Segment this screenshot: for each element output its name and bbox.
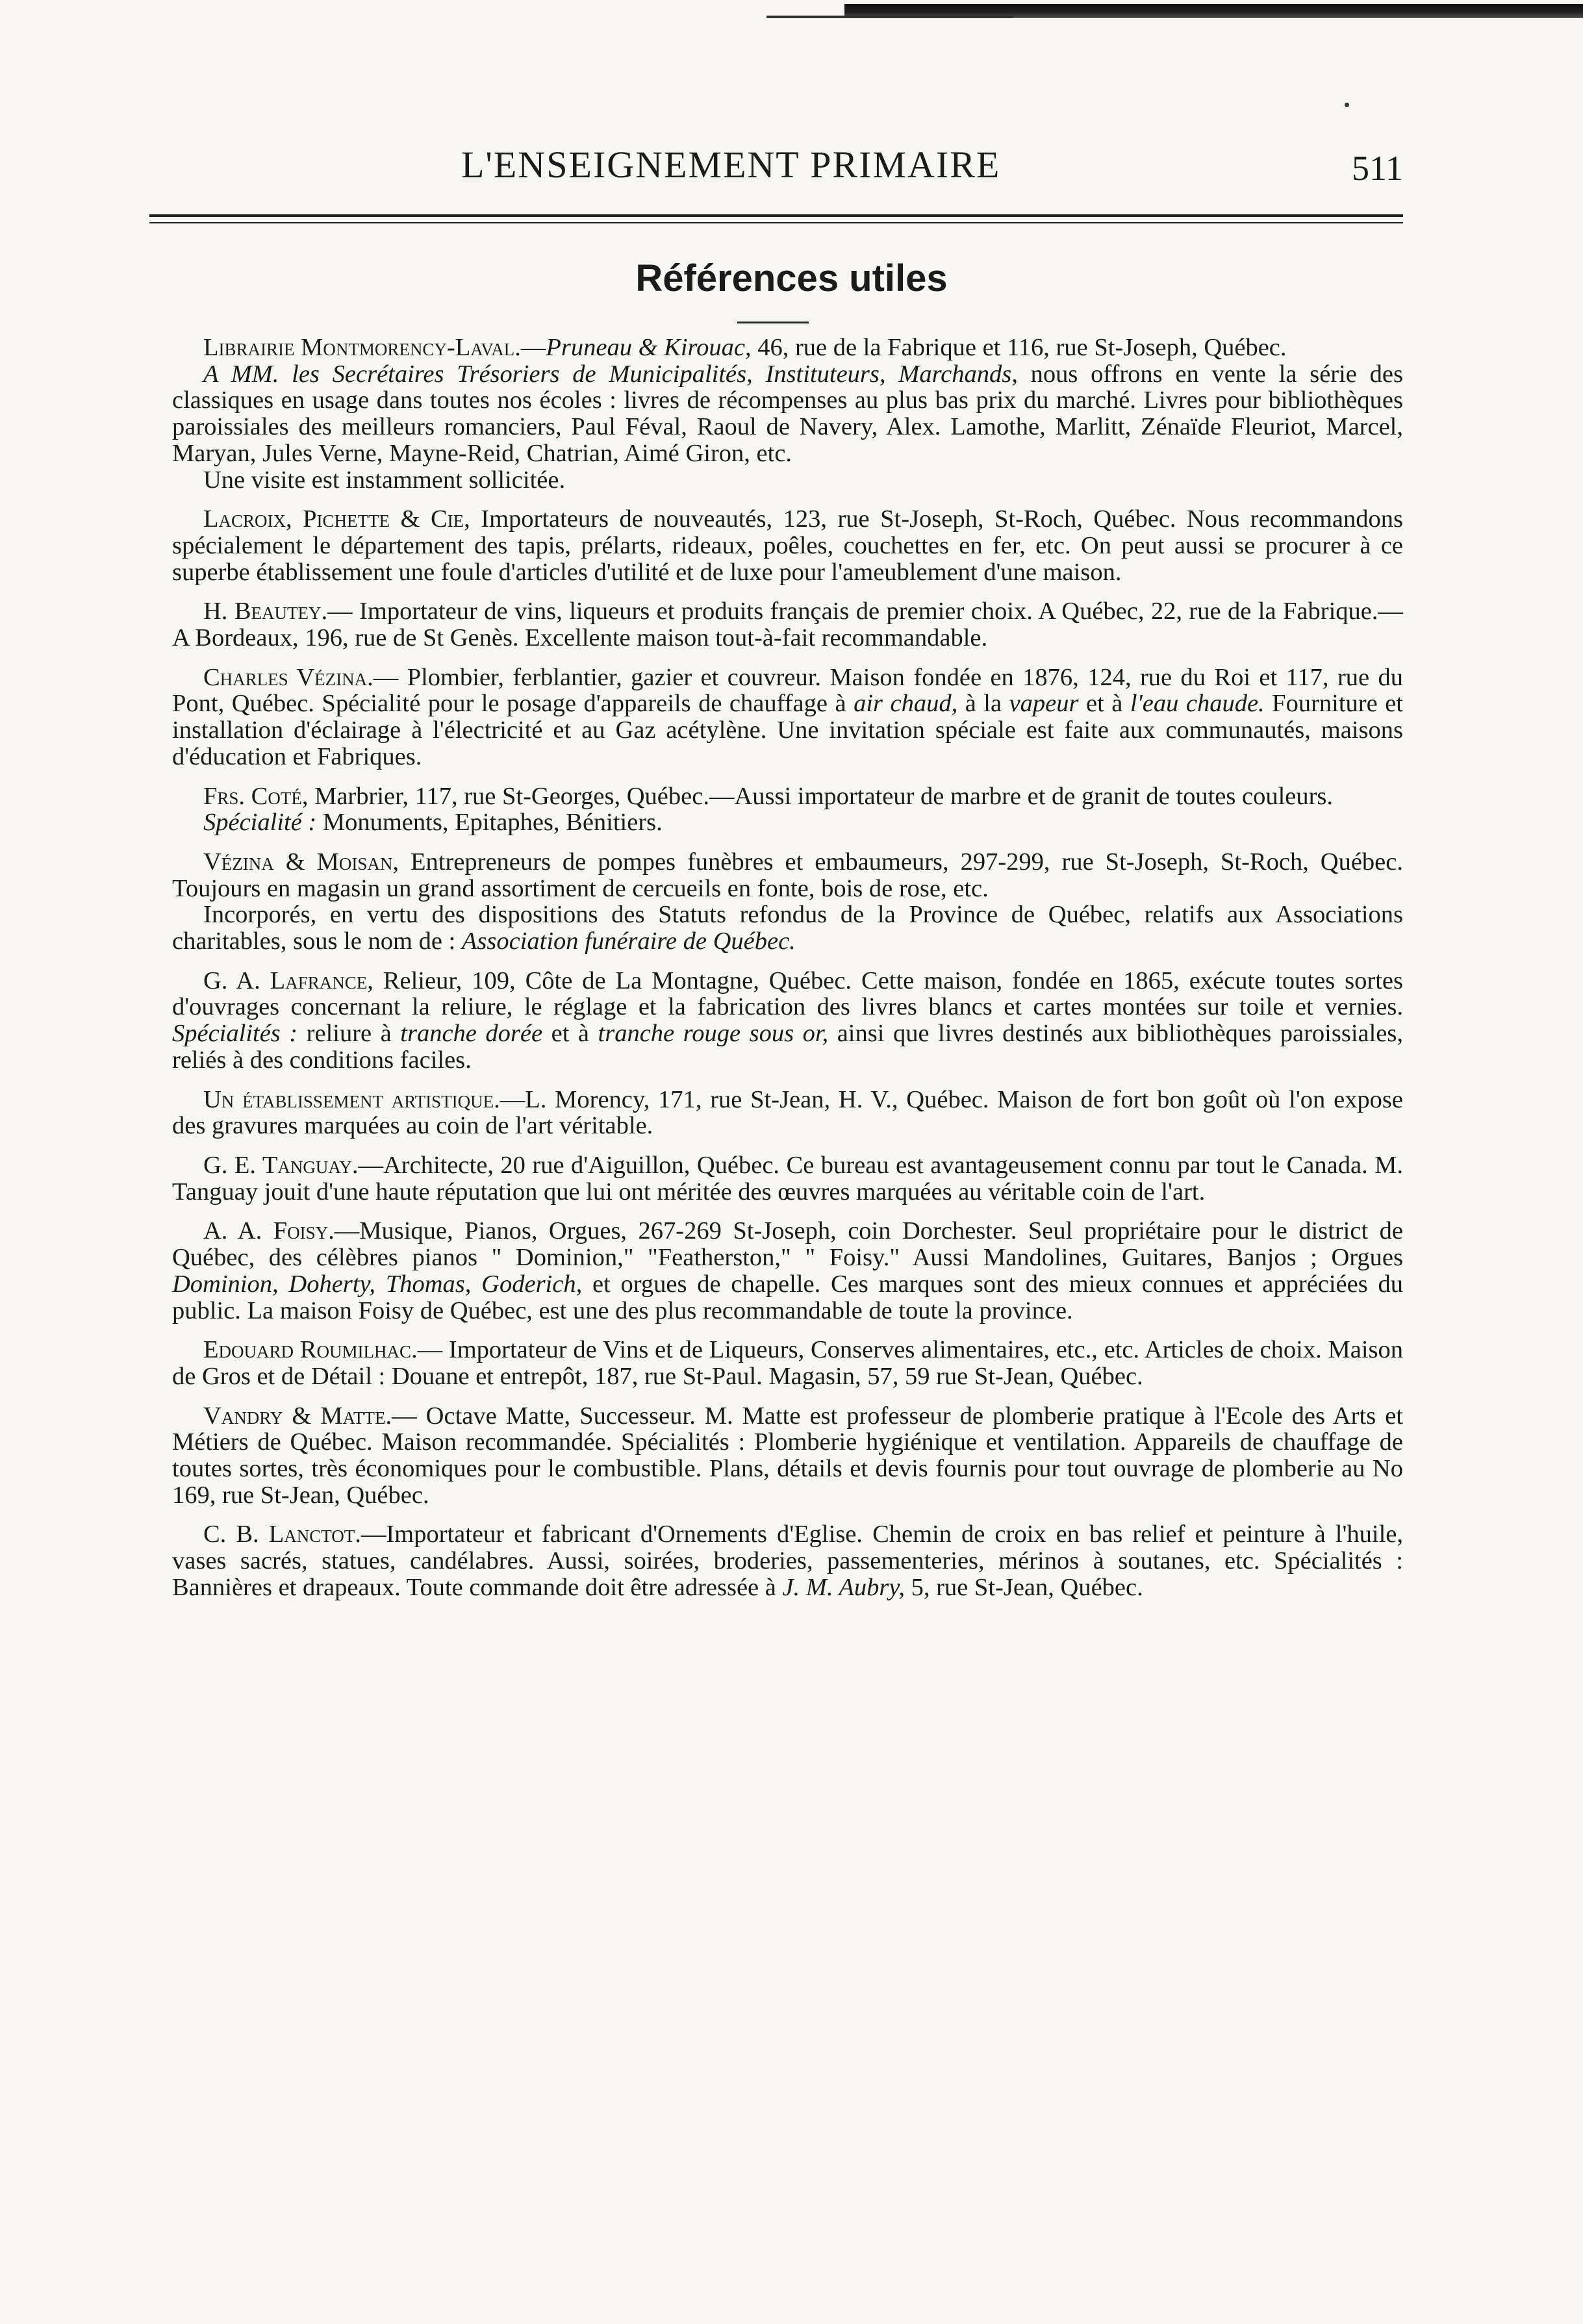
entry-name: Un établissement artistique. (203, 1085, 500, 1113)
title-rule (737, 322, 809, 323)
entry-italic: J. M. Aubry, (782, 1573, 905, 1601)
header-rule-thick (149, 214, 1403, 217)
entry-frs-cote-specialite (172, 809, 1403, 836)
section-title: Références utiles (635, 257, 948, 299)
entry-text: —Musique, Pianos, Orgues, 267-269 St-Joseph, coin Dorchester. Seul propriétaire pour le district de Québec, des célèbres pianos " Dominion," "Featherston," " Foisy." Aussi Mandolines, Guitares, Banjos ; Orgues (172, 1217, 1403, 1272)
entry-text: —Architecte, 20 rue d'Aiguillon, Québec. Ce bureau est avantageusement connu par tout le Canada. M. Tanguay jouit d'une haute réputation que lui ont méritée des œuvres marquées au véritable coin de l'art. (172, 1151, 1404, 1206)
entry-beautey (172, 598, 1403, 651)
entry-italic: tranche rouge sous or, (598, 1020, 829, 1048)
entry-italic: A MM. les Secrétaires Trésoriers de Municipalités, Instituteurs, Marchands, (203, 360, 1018, 388)
entry-name: Charles Vézina. (203, 663, 374, 691)
entry-vezina-moisan-incorporation (172, 902, 1403, 954)
entry-text: — Plombier, ferblantier, gazier et couvreur. Maison fondée en 1876, 124, rue du Roi et 117, rue du Pont, Québec. Spécialité pour le posage d'appareils de chauffage à (172, 663, 1403, 718)
entry-librairie-visit (172, 467, 1403, 494)
entry-italic: l'eau chaude. (1130, 690, 1265, 718)
entry-text: et à (1078, 690, 1130, 718)
entry-italic: Spécialités : (172, 1020, 298, 1048)
page-header (149, 143, 1403, 195)
entry-name: C. B. Lanctot. (203, 1521, 361, 1548)
entry-etablissement-artistique (172, 1087, 1403, 1139)
scan-edge-line (766, 16, 1013, 18)
entry-text: — Importateur de vins, liqueurs et produits français de premier choix. A Québec, 22, rue de la Fabrique.— A Bordeaux, 196, rue de St Genès. Excellente maison tout-à-fait recommandable. (172, 598, 1403, 652)
entry-text: Une visite est instamment sollicitée. (203, 466, 566, 494)
entry-text: Fourniture et installation d'éclairage à l'électricité et au Gaz acétylène. Une invitation spéciale est faite aux communautés, maisons d'éducation et Fabriques. (172, 690, 1403, 770)
entry-vezina-moisan (172, 849, 1403, 902)
entry-italic: tranche dorée (400, 1020, 543, 1048)
entry-italic: vapeur (1009, 690, 1079, 718)
entry-name: Edouard Roumilhac. (203, 1336, 418, 1364)
running-title: L'ENSEIGNEMENT PRIMAIRE (461, 144, 1001, 186)
entry-name: G. A. Lafrance, (203, 966, 374, 994)
entry-text: et orgues de chapelle. Ces marques sont des mieux connues et appréciées du public. La maison Foisy de Québec, est une des plus recommandable de toute la province. (172, 1270, 1403, 1324)
entry-frs-cote (172, 783, 1403, 810)
entry-italic: Spécialité : (203, 809, 317, 837)
entry-tanguay (172, 1152, 1403, 1205)
entry-text: Entrepreneurs de pompes funèbres et embaumeurs, 297-299, rue St-Joseph, St-Roch, Québec. Toujours en magasin un grand assortiment de cercueils en fonte, bois de rose, etc. (172, 848, 1403, 902)
header-rule-thin (149, 222, 1403, 223)
entry-roumilhac (172, 1337, 1403, 1389)
entry-librairie-offer (172, 361, 1403, 467)
page-body (172, 335, 1403, 1601)
entry-name: H. Beautey. (203, 598, 328, 625)
entry-text: — (520, 334, 546, 361)
entry-text: reliure à (298, 1020, 401, 1048)
entry-italic: air chaud, (854, 690, 958, 718)
entry-text: 5, rue St-Jean, Québec. (905, 1573, 1143, 1601)
entry-name: Frs. Coté, (203, 782, 309, 810)
entry-name: Vandry & Matte. (203, 1402, 392, 1430)
entry-charles-vezina (172, 664, 1403, 770)
entry-text: et à (542, 1020, 598, 1048)
entry-librairie-montmorency (172, 335, 1403, 361)
entry-text: — Importateur de Vins et de Liqueurs, Conserves alimentaires, etc., etc. Articles de choix. Maison de Gros et de Détail : Douane et entrepôt, 187, rue St-Paul. Magasin, 57, 59 rue St-Jean, Québec. (172, 1336, 1403, 1390)
scan-speck (1345, 103, 1349, 107)
entry-text: Monuments, Epitaphes, Bénitiers. (316, 809, 663, 837)
entry-text: nous offrons en vente la série des classiques en usage dans toutes nos écoles : livres de récompenses au plus bas prix du marché. Livres pour bibliothèques paroissiales des meilleurs romanciers, Paul Féval, Raoul de Navery, Alex. Lamothe, Marlitt, Zénaïde Fleuriot, Marcel, Maryan, Jules Verne, Mayne-Reid, Chatrian, Aimé Giron, etc. (172, 360, 1403, 467)
entry-foisy (172, 1218, 1403, 1324)
entry-lacroix-pichette (172, 506, 1403, 585)
entry-vandry-matte (172, 1403, 1403, 1509)
entry-text: Importateurs de nouveautés, 123, rue St-Joseph, St-Roch, Québec. Nous recommandons spécialement le département des tapis, prélarts, rideaux, poêles, couchettes en fer, etc. On peut aussi se procurer à ce superbe établissement une foule d'articles d'utilité et de luxe pour l'ameublement d'une maison. (172, 505, 1404, 586)
entry-text: Marbrier, 117, rue St-Georges, Québec.—Aussi importateur de marbre et de granit de toutes couleurs. (308, 782, 1334, 810)
entry-italic: Association funéraire de Québec. (461, 928, 796, 955)
entry-text: —Importateur et fabricant d'Ornements d'Eglise. Chemin de croix en bas relief et peinture à l'huile, vases sacrés, statues, candélabres. Aussi, soirées, broderies, passementeries, mérinos à soutanes, etc. Spécialités : Bannières et drapeaux. Toute commande doit être adressée à (172, 1521, 1403, 1601)
entry-text: Relieur, 109, Côte de La Montagne, Québec. Cette maison, fondée en 1865, exécute toutes sortes d'ouvrages concernant la reliure, le réglage et la fabrication des livres blancs et cartes montées sur toile et vernies. (172, 966, 1403, 1021)
entry-lafrance (172, 968, 1403, 1074)
entry-name: Librairie Montmorency-Laval. (203, 334, 521, 361)
entry-text: ainsi que livres destinés aux bibliothèques paroissiales, reliés à des conditions faciles. (172, 1020, 1404, 1074)
entry-text: à la (957, 690, 1009, 718)
entry-name: A. A. Foisy. (203, 1217, 335, 1245)
entry-name: Vézina & Moisan, (203, 848, 399, 876)
entry-text: 46, rue de la Fabrique et 116, rue St-Joseph, Québec. (751, 334, 1287, 361)
entry-lanctot (172, 1521, 1403, 1600)
entry-name: G. E. Tanguay. (203, 1151, 359, 1179)
entry-text: Incorporés, en vertu des dispositions des Statuts refondus de la Province de Québec, relatifs aux Associations charitables, sous le nom de : (172, 901, 1403, 955)
page-number: 511 (1352, 149, 1403, 188)
entry-italic: Pruneau & Kirouac, (546, 334, 752, 361)
entry-text: — Octave Matte, Successeur. M. Matte est professeur de plomberie pratique à l'Ecole des Arts et Métiers de Québec. Maison recommandée. Spécialités : Plomberie hygiénique et ventilation. Appareils de chauffage de toutes sortes, très économiques pour le combustible. Plans, détails et devis fournis pour tout ouvrage de plomberie au No 169, rue St-Jean, Québec. (172, 1402, 1403, 1509)
entry-italic: Dominion, Doherty, Thomas, Goderich, (172, 1270, 583, 1298)
entry-text: —L. Morency, 171, rue St-Jean, H. V., Québec. Maison de fort bon goût où l'on expose des gravures marquées au coin de l'art véritable. (172, 1085, 1403, 1140)
entry-name: Lacroix, Pichette & Cie, (203, 505, 470, 533)
